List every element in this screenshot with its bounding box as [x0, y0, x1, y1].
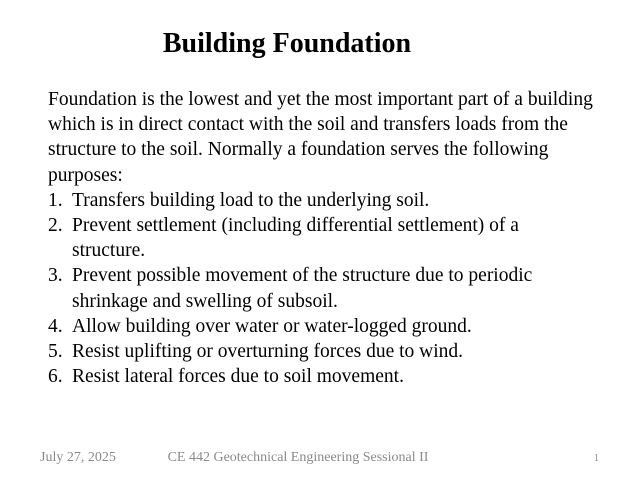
list-number: 1.	[48, 189, 63, 211]
footer-date: July 27, 2025	[40, 450, 116, 465]
list-item	[48, 213, 593, 263]
list-item	[48, 339, 593, 364]
list-text: Allow building over water or water-logged ground.	[72, 315, 472, 337]
slide-title: Building Foundation	[162, 28, 412, 59]
list-number: 4.	[48, 315, 63, 337]
list-item	[48, 314, 593, 339]
list-text: Resist lateral forces due to soil movement.	[72, 366, 404, 388]
intro-paragraph: Foundation is the lowest and yet the most important part of a building which is in direct contact with the soil and transfers loads from the structure to the soil. Normally a foundation serves the following purposes:	[48, 89, 593, 186]
list-number: 2.	[48, 215, 63, 237]
purposes-list	[48, 188, 593, 390]
list-item	[48, 364, 593, 389]
list-item	[48, 188, 593, 213]
list-number: 6.	[48, 366, 63, 388]
slide-body	[48, 87, 593, 389]
footer-course: CE 442 Geotechnical Engineering Sessional II	[167, 450, 429, 465]
page-number: 1	[594, 453, 599, 464]
list-text: Transfers building load to the underlying soil.	[72, 189, 430, 211]
list-text: Prevent settlement (including differential settlement) of a structure.	[72, 215, 519, 262]
list-number: 5.	[48, 341, 63, 363]
list-item	[48, 263, 593, 313]
list-text: Prevent possible movement of the structure due to periodic shrinkage and swelling of subsoil.	[72, 265, 533, 312]
list-number: 3.	[48, 265, 63, 287]
list-text: Resist uplifting or overturning forces due to wind.	[72, 341, 464, 363]
